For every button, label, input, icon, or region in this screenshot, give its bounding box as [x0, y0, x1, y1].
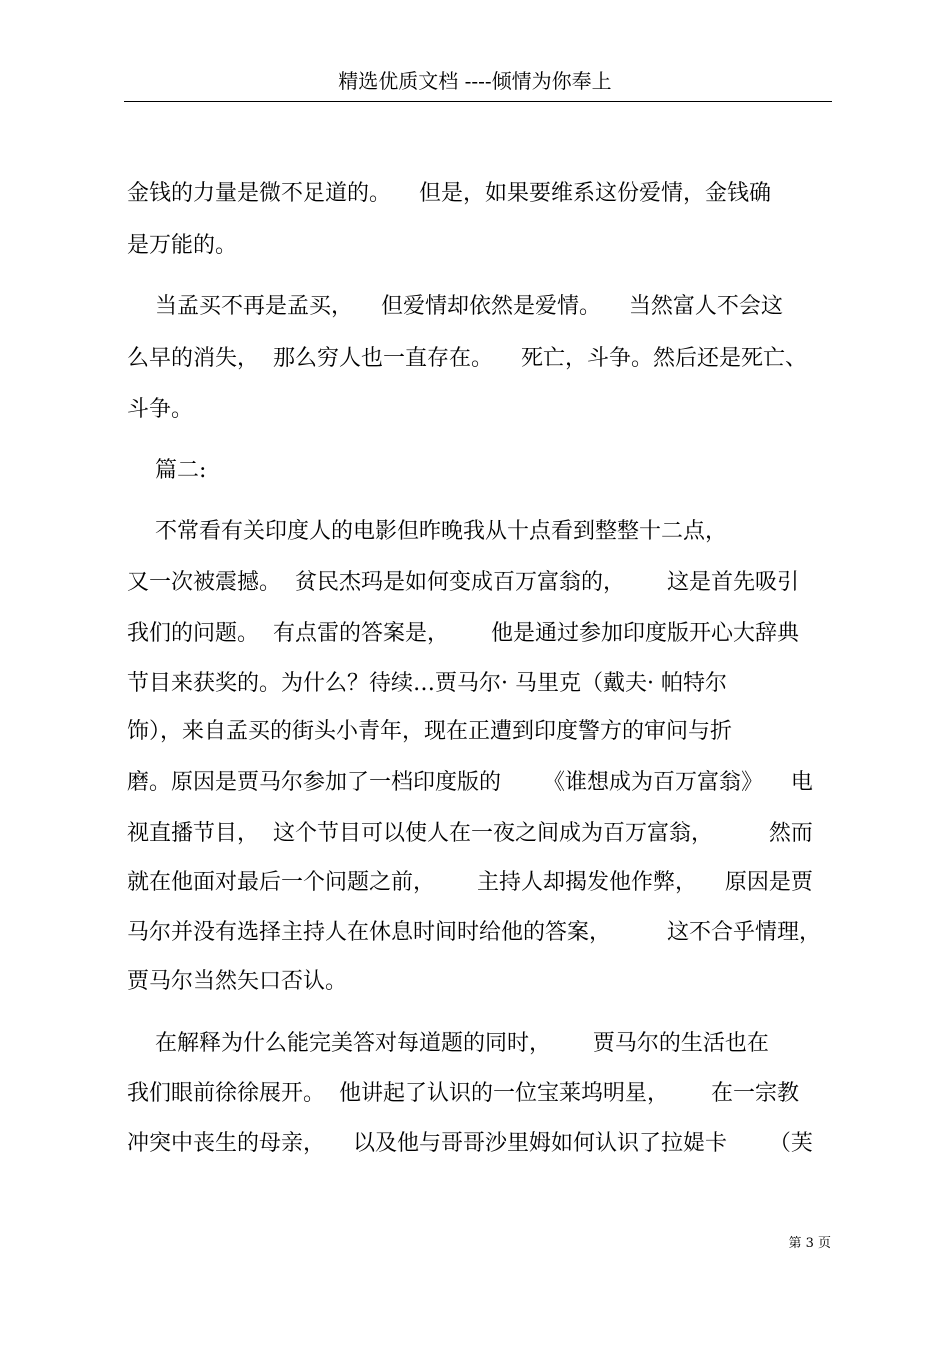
body-line: 冲突中丧生的母亲， 以及他与哥哥沙里姆如何认识了拉媞卡 （芙: [127, 1131, 813, 1156]
body-line: 贾马尔当然矢口否认。: [127, 969, 348, 994]
body-line: 金钱的力量是微不足道的。 但是，如果要维系这份爱情，金钱确: [127, 181, 771, 206]
body-line: 我们的问题。 有点雷的答案是， 他是通过参加印度版开心大辞典: [127, 621, 799, 646]
body-line: 在解释为什么能完美答对每道题的同时， 贾马尔的生活也在: [127, 1031, 769, 1056]
body-line: 不常看有关印度人的电影但昨晚我从十点看到整整十二点，: [127, 519, 727, 544]
body-line: 马尔并没有选择主持人在休息时间时给他的答案， 这不合乎情理，: [127, 920, 821, 945]
body-line: 节目来获奖的。为什么？待续…贾马尔· 马里克（戴夫· 帕特尔: [127, 671, 727, 696]
body-line: 就在他面对最后一个问题之前， 主持人却揭发他作弊， 原因是贾: [127, 870, 813, 895]
body-line: 斗争。: [127, 397, 194, 422]
section-heading: 篇二:: [127, 458, 207, 483]
body-line: 我们眼前徐徐展开。 他讲起了认识的一位宝莱坞明星， 在一宗教: [127, 1081, 799, 1106]
body-line: 饰），来自孟买的街头小青年，现在正遭到印度警方的审问与折: [127, 719, 733, 744]
body-line: 当孟买不再是孟买， 但爱情却依然是爱情。 当然富人不会这: [127, 294, 783, 319]
body-line: 又一次被震撼。 贫民杰玛是如何变成百万富翁的， 这是首先吸引: [127, 570, 799, 595]
page-number: 第 3 页: [788, 1236, 831, 1251]
body-line: 磨。原因是贾马尔参加了一档印度版的 《谁想成为百万富翁》 电: [127, 770, 813, 795]
body-line: 视直播节目， 这个节目可以使人在一夜之间成为百万富翁， 然而: [127, 821, 813, 846]
page-header-title: 精选优质文档 ----倾情为你奉上: [338, 69, 612, 93]
header-divider: [124, 101, 832, 102]
body-line: 是万能的。: [127, 233, 238, 258]
body-line: 么早的消失， 那么穷人也一直存在。 死亡，斗争。然后还是死亡、: [127, 346, 807, 371]
